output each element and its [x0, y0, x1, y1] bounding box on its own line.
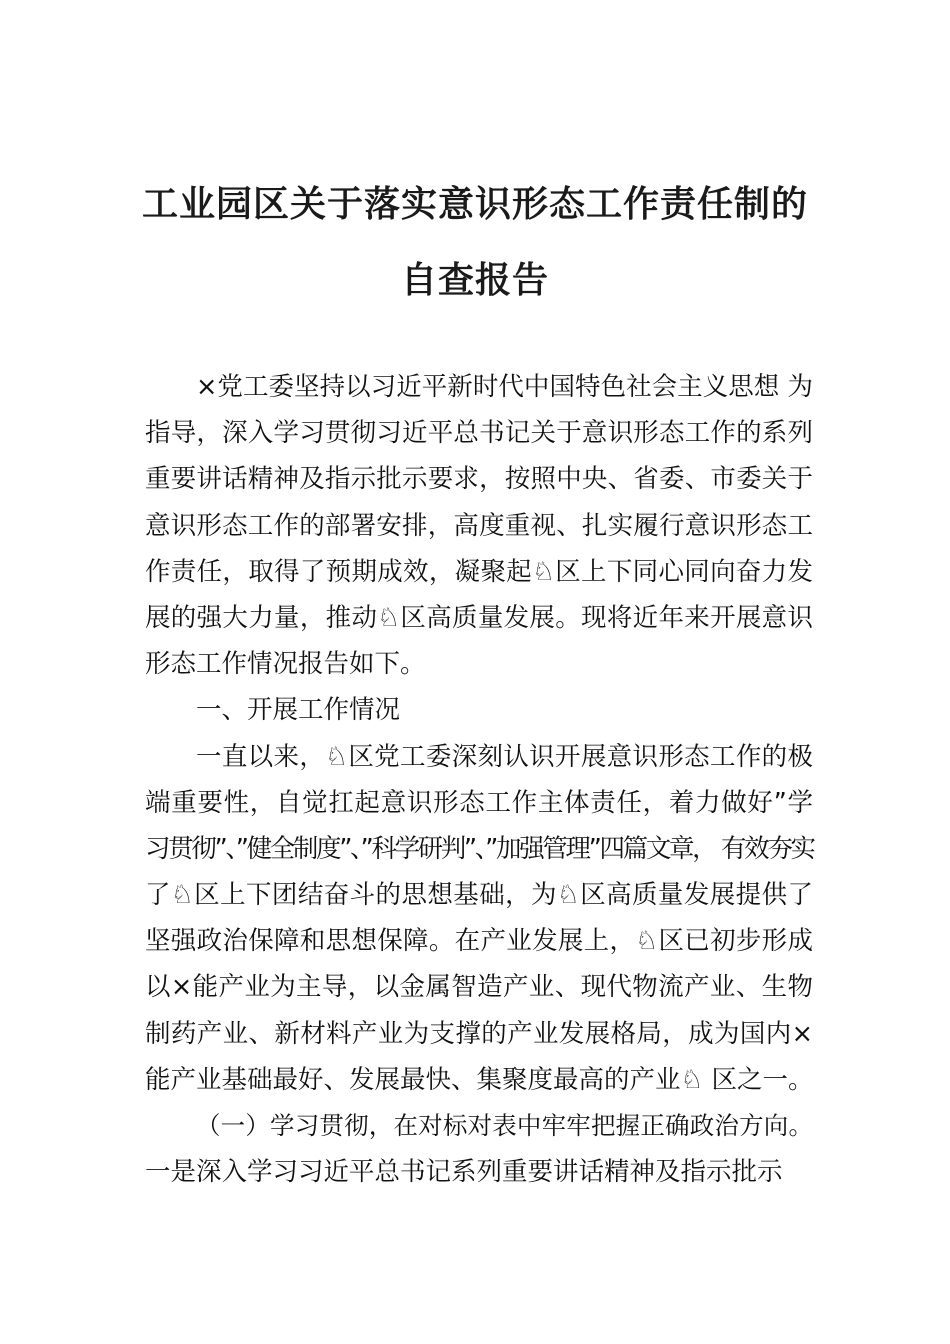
- text-line: 一是深入学习习近平总书记系列重要讲话精神及指示批示: [145, 1157, 783, 1188]
- text-line: 指导，深入学习贯彻习近平总书记关于意识形态工作的系列: [145, 418, 813, 449]
- text-line: 端重要性，自觉扛起意识形态工作主体责任，着力做好”学: [145, 787, 813, 818]
- text-line: 习贯彻”、”健全制度”、”科学研判”、”加强管理”四篇文章， 有效夯实: [145, 833, 813, 864]
- text-line: 以×能产业为主导，以金属智造产业、现代物流产业、生物: [145, 972, 813, 1003]
- document-title-line-2: 自查报告: [400, 259, 549, 301]
- text-line: 展的强大力量，推动♘区高质量发展。现将近年来开展意识: [145, 602, 813, 633]
- text-line: 坚强政治保障和思想保障。在产业发展上，♘区已初步形成: [145, 926, 813, 957]
- document-title-line-1: 工业园区关于落实意识形态工作责任制的: [141, 183, 808, 225]
- text-line: 制药产业、新材料产业为支撑的产业发展格局，成为国内×: [145, 1018, 813, 1049]
- text-line: 能产业基础最好、发展最快、集聚度最高的产业♘ 区之一。: [145, 1064, 814, 1095]
- document-body: [145, 364, 813, 1195]
- text-line: 形态工作情况报告如下。: [145, 649, 426, 680]
- subsection-heading: （一）学习贯彻，在对标对表中牢牢把握正确政治方向。: [196, 1111, 813, 1140]
- text-line: ×党工委坚持以习近平新时代中国特色社会主义思想 为: [196, 372, 813, 402]
- text-line: 重要讲话精神及指示批示要求，按照中央、省委、市委关于: [145, 464, 813, 495]
- text-line: 意识形态工作的部署安排，高度重视、扎实履行意识形态工: [145, 510, 813, 541]
- text-line: 了♘区上下团结奋斗的思想基础，为♘区高质量发展提供了: [145, 880, 813, 911]
- section-heading: 一、开展工作情况: [196, 695, 401, 726]
- text-line: 一直以来，♘区党工委深刻认识开展意识形态工作的极: [196, 741, 813, 772]
- text-line: 作责任，取得了预期成效，凝聚起♘区上下同心同向奋力发: [145, 556, 813, 587]
